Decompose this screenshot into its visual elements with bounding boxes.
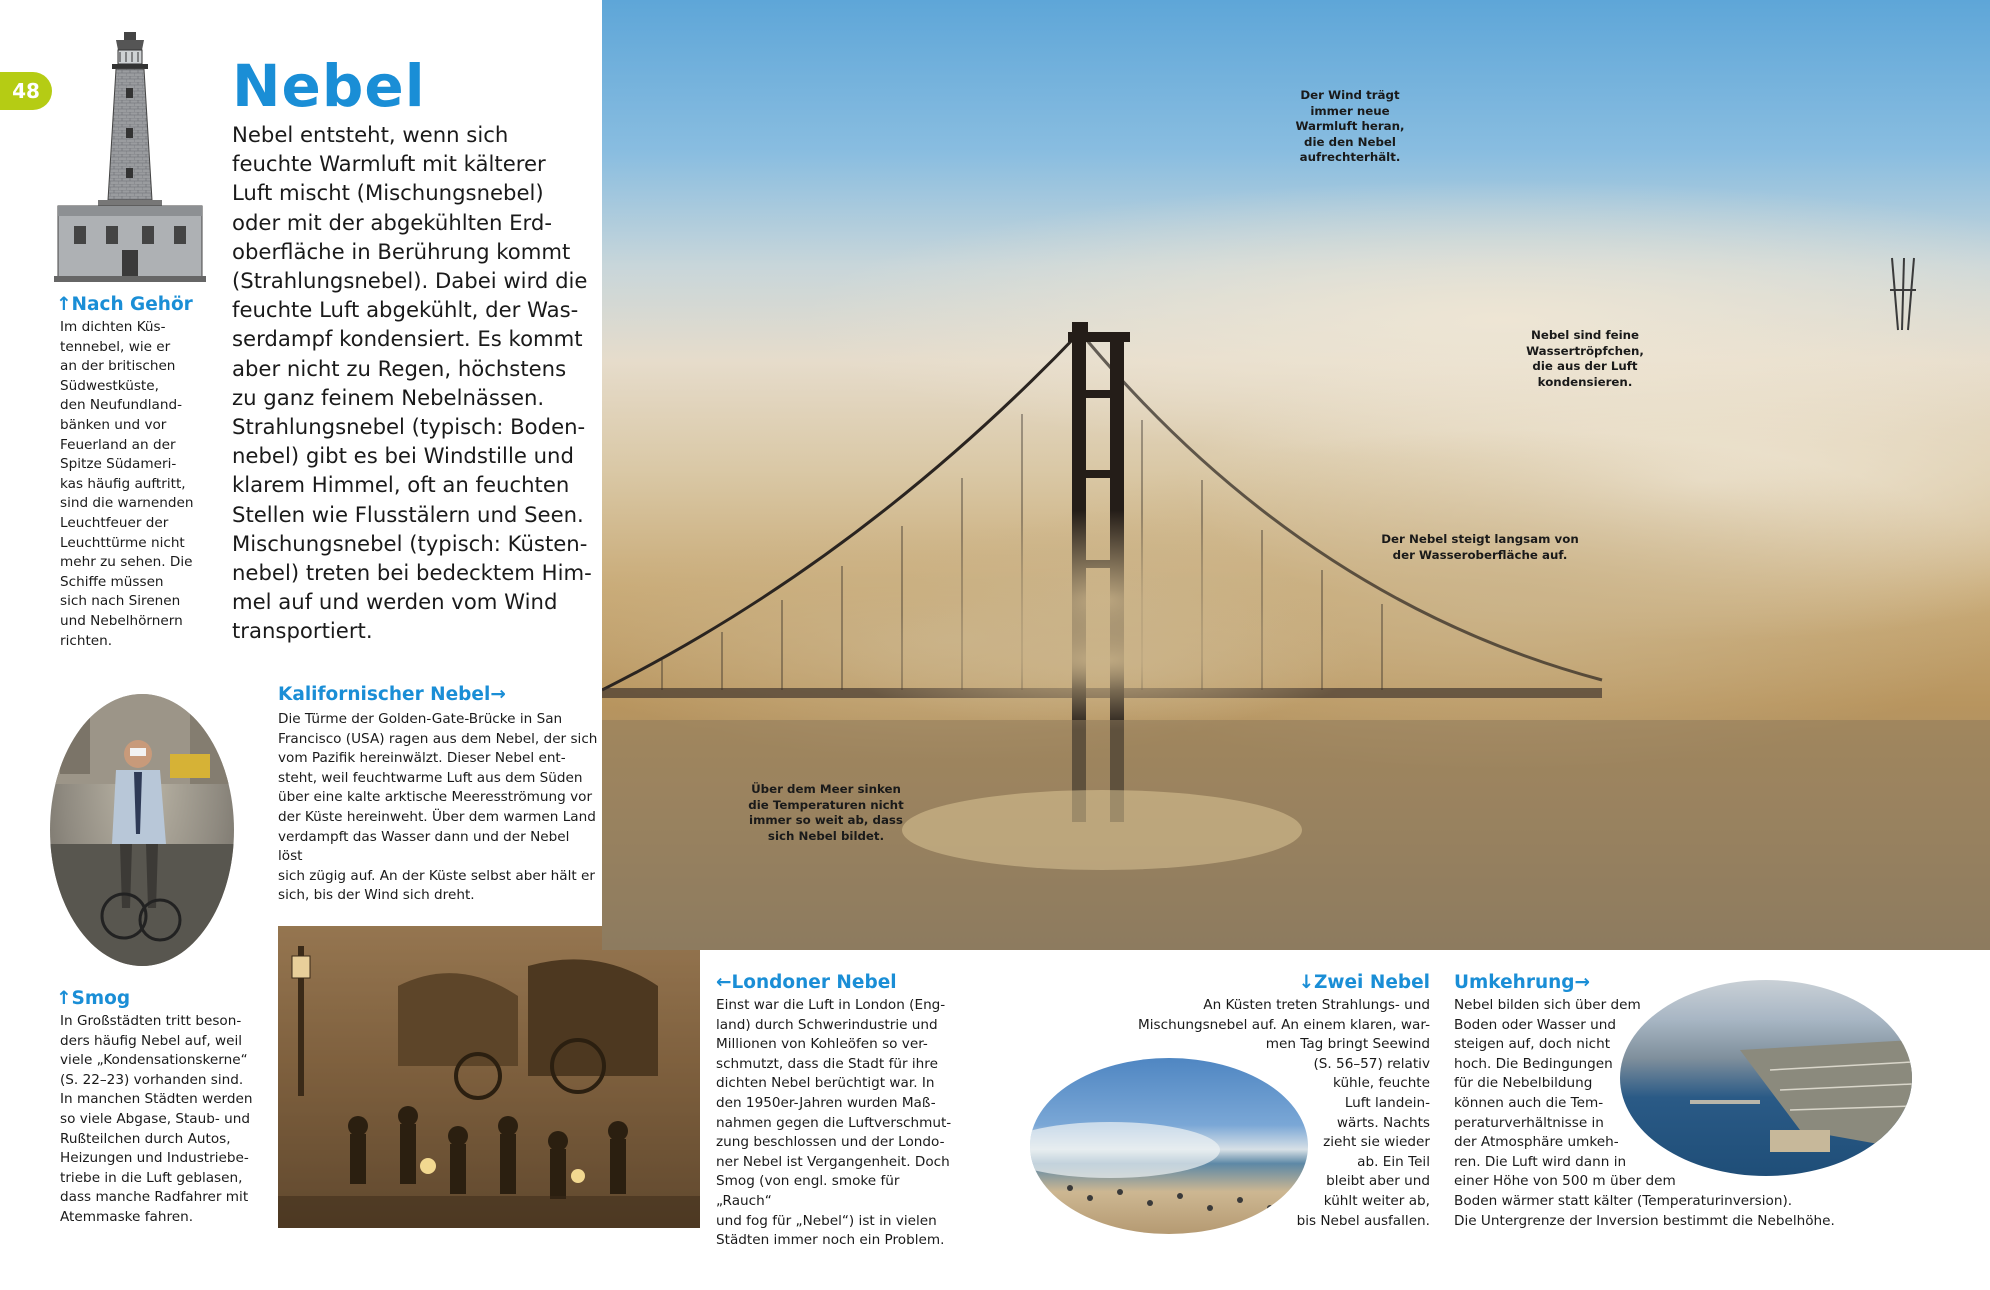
intro-text: Nebel entsteht, wenn sich feuchte Warmluft mit kälterer Luft mischt (Mischungsnebel) oder mit der abgekühlten Erd- oberfläche in Berührung kommt (Strahlungsnebel). Dabei wird die feuchte Luft abgekühlt, der Was- serdampf kondensiert. Es kommt aber nicht zu Regen, höchstens zu ganz feinem Nebelnässen. Strahlungsnebel (typisch: Boden- nebel) gibt es bei Windstille und klarem Himmel, oft an feuchten Stellen wie Flusstälern und Seen. Mischungsnebel (typisch: Küsten- nebel) treten bei bedecktem Him- mel auf und werden vom Wind transportiert. (232, 122, 592, 644)
annotation-droplets: Nebel sind feine Wassertröpfchen, die aus der Luft kondensieren. (1526, 328, 1644, 389)
london-fog-engraving (278, 926, 700, 1228)
right-arrow-icon: → (490, 684, 506, 705)
up-arrow-icon: ↑ (56, 988, 72, 1009)
page-title: Nebel (232, 52, 426, 120)
londoner-nebel-heading-label: Londoner Nebel (731, 972, 897, 993)
nach-gehoer-heading (56, 294, 193, 315)
londoner-nebel-text: Einst war die Luft in London (Eng- land) durch Schwerindustrie und Millionen von Kohleöfen so ver- schmutzt, dass die Stadt für ihre dichten Nebel berüchtigt war. In den 1950er-Jahren wurden Maß- nahmen gegen die Luftverschmut- zung beschlossen und der Londo- ner Nebel ist Vergangenheit. Doch Smog (von engl. smoke für „Rauch“ und fog für „Nebel“) ist in vielen Städten immer noch ein Problem. (716, 997, 952, 1249)
annotation-wind: Der Wind trägt immer neue Warmluft heran, die den Nebel aufrechterhält. (1295, 88, 1405, 165)
smog-text: In Großstädten tritt beson- ders häufig Nebel auf, weil viele „Kondensationskerne“ (S. 22–23) vorhanden sind. In manchen Städten werden so viele Abgase, Staub- und Rußteilchen durch Autos, Heizungen und Industriebe- triebe in die Luft geblasen, dass manche Radfahrer mit Atemmaske fahren. (60, 1013, 253, 1225)
up-arrow-icon: ↑ (56, 294, 72, 315)
down-arrow-icon: ↓ (1298, 972, 1314, 993)
annotation-sea: Über dem Meer sinken die Temperaturen nicht immer so weit ab, dass sich Nebel bildet. (748, 782, 904, 843)
zwei-nebel-text: An Küsten treten Strahlungs- und Mischungsnebel auf. An einem klaren, war- men Tag bringt Seewind (S. 56–57) relativ kühle, feuchte Luft landein- wärts. Nachts zieht sie wieder ab. Ein Teil bleibt aber und kühlt weiter ab, bis Nebel ausfallen. (1138, 997, 1430, 1229)
smog-heading-label: Smog (71, 988, 131, 1009)
zwei-nebel-heading (1230, 972, 1430, 993)
lighthouse-illustration (54, 28, 206, 284)
cyclist-smog-photo (50, 694, 234, 966)
aerial-inversion-photo (1620, 980, 1912, 1176)
page-number-left: 48 (0, 72, 52, 110)
kalifornischer-nebel-heading-label: Kalifornischer Nebel (278, 684, 491, 705)
nach-gehoer-heading-label: Nach Gehör (71, 294, 193, 315)
kalifornischer-nebel-text: Die Türme der Golden-Gate-Brücke in San Francisco (USA) ragen aus dem Nebel, der sich vom Pazifik hereinwälzt. Dieser Nebel ent- steht, weil feuchtwarme Luft aus dem Süden über eine kalte arktische Meeresströmung vor der Küste hereinweht. Über dem warmen Land verdampft das Wasser dann und der Nebel löst sich zügig auf. An der Küste selbst aber hält er sich, bis der Wind sich dreht. (278, 711, 598, 904)
smog-heading (56, 988, 130, 1009)
beach-fog-photo (1030, 1058, 1308, 1234)
umkehrung-text: Nebel bilden sich über dem Boden oder Wasser und steigen auf, doch nicht hoch. Die Bedingungen für die Nebelbildung können auch die Tem- peraturverhältnisse in der Atmosphäre umkeh- ren. Die Luft wird dann in einer Höhe von 500 m über dem Boden wärmer statt kälter (Temperaturinversion). Die Untergrenze der Inversion bestimmt die Nebelhöhe. (1454, 997, 1835, 1229)
right-arrow-icon: → (1574, 972, 1591, 993)
annotation-rising: Der Nebel steigt langsam von der Wasseroberfläche auf. (1381, 532, 1579, 562)
umkehrung-heading (1454, 972, 1590, 993)
umkehrung-heading-label: Umkehrung (1454, 972, 1575, 993)
zwei-nebel-heading-label: Zwei Nebel (1314, 972, 1430, 993)
kalifornischer-nebel-heading (278, 684, 506, 705)
left-arrow-icon: ← (716, 972, 732, 993)
londoner-nebel-heading (716, 972, 897, 993)
nach-gehoer-text: Im dichten Küs- tennebel, wie er an der britischen Südwestküste, den Neufundland- bänken und vor Feuerland an der Spitze Südameri- kas häufig auftritt, sind die warnenden Leuchtfeuer der Leuchttürme nicht mehr zu sehen. Die Schiffe müssen sich nach Sirenen und Nebelhörnern richten. (60, 319, 194, 649)
